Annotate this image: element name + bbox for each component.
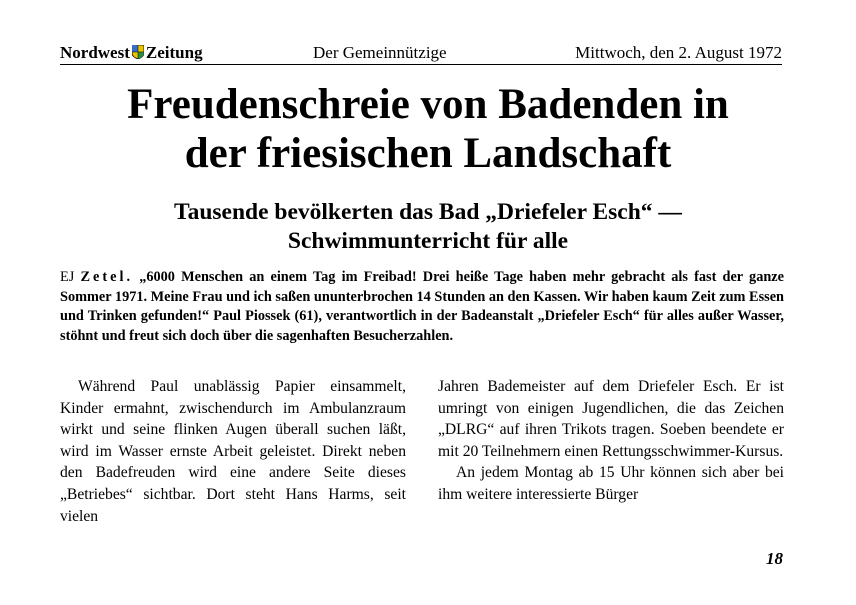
paper-name-part1: Nordwest [60,43,130,62]
lead-text: „6000 Menschen an einem Tag im Freibad! Drei heiße Tage haben mehr gebracht als fast der ganze Sommer 1971. Meine Frau und ich saßen ununterbrochen 14 Stunden an den Kassen. Wir haben kaum Zeit zum Essen und Trinken gefunden!“ Paul Piossek (61), verantwortlich in der Badeanstalt „Driefeler Esch“ für alles außer Wasser, stöhnt und freut sich doch über die sagenhaften Besucherzahlen. [60,269,784,344]
author-initials: EJ [60,269,75,285]
dateline-city: Zetel. [80,269,134,285]
issue-date: Mittwoch, den 2. August 1972 [575,43,782,62]
coat-of-arms-icon [132,45,144,59]
lead-paragraph [60,268,784,346]
column-2-paragraph-2: An jedem Montag ab 15 Uhr können sich aber bei ihm weitere interessierte Bürger [438,464,784,503]
subheadline-line-2: Schwimmunterricht für alle [287,228,569,254]
headline-line-1: Freudenschreie von Badenden in [127,81,729,128]
column-1-paragraph: Während Paul unablässig Papier einsammelt, Kinder ermahnt, zwischendurch im Ambulanzraum wirkt und seine flinken Augen überall suchen läßt, wird im Wasser ernste Arbeit geleistet. Direkt neben den Badefreuden wird eine andere Seite dieses „Betriebes“ sichtbar. Dort steht Hans Harms, seit vielen [60,378,406,525]
headline [30,80,826,178]
column-2-paragraph-1: Jahren Bademeister auf dem Driefeler Esch. Er ist umringt von einigen Jugendlichen, die das Zeichen „DLRG“ auf ihren Trikots tragen. Soeben beendete er mit 20 Teilnehmern einen Rettungsschwimmer-Kursus. [438,378,784,460]
page-number: 18 [766,549,783,568]
masthead [60,42,782,65]
paper-name [60,42,203,64]
article-column-1 [60,376,406,527]
article-column-2 [438,376,784,506]
supplement-title: Der Gemeinnützige [313,43,447,62]
paper-name-part2: Zeitung [145,43,203,62]
subheadline-line-1: Tausende bevölkerten das Bad „Driefeler Esch“ — [174,199,682,225]
headline-line-2: der friesischen Landschaft [184,130,672,177]
subheadline [30,198,826,256]
